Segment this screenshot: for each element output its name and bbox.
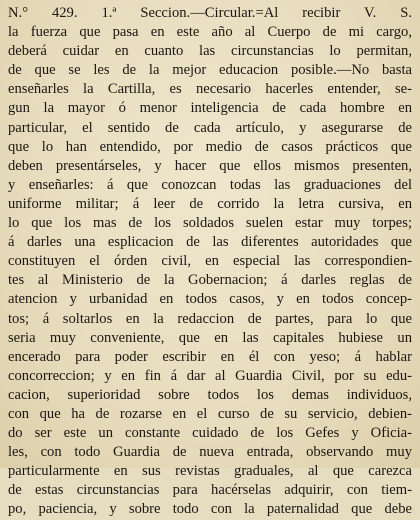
- text-line: particular, el sentido de cada artículo, y asegurarse de: [8, 119, 412, 136]
- text-line: deberá cuidar en cuanto las circunstancias lo permitan,: [8, 43, 412, 60]
- text-line: y enseñarles: á que conozcan todas las graduaciones del: [8, 176, 412, 193]
- text-line: cacion, superioridad sobre todos los demas individuos,: [8, 386, 412, 403]
- text-line: po, paciencia, y sobre todo con la paternalidad que debe: [8, 501, 412, 518]
- text-line: uniforme militar; á leer de corrido la letra cursiva, en: [8, 195, 412, 212]
- text-line: la fuerza que pasa en este año al Cuerpo de mi cargo,: [8, 24, 412, 41]
- text-line: do ser este un constante cuidado de los Gefes y Oficia-: [8, 425, 412, 442]
- text-line: con que ha de rozarse en el curso de su servicio, debien-: [8, 405, 412, 422]
- text-line: particularmente en sus revistas graduales, al que carezca: [8, 463, 412, 480]
- circular-text: [8, 4, 412, 520]
- text-line: tes al Ministerio de la Gobernacion; á darles reglas de: [8, 272, 412, 289]
- text-line: seria muy conveniente, que en las capitales hubiese un: [8, 329, 412, 346]
- text-line: deben presentárseles, y hacer que ellos mismos presenten,: [8, 157, 412, 174]
- text-line: gun la mayor ó menor inteligencia de cada hombre en: [8, 100, 412, 117]
- text-line: encerado para poder escribir en él con yeso; á hablar: [8, 348, 412, 365]
- text-line: enseñarles la Cartilla, es necesario hacerles entender, se-: [8, 81, 412, 98]
- text-line: constituyen el órden civil, en especial las correspondien-: [8, 253, 412, 270]
- text-line: tos; á soltarlos en la redaccion de partes, para lo que: [8, 310, 412, 327]
- text-line: N.° 429. 1.ª Seccion.—Circular.=Al recibir V. S.: [8, 5, 412, 21]
- text-line: concorreccion; y en fin á dar al Guardia Civil, por su edu-: [8, 367, 412, 384]
- text-line: que lo han entendido, por medio de casos prácticos que: [8, 138, 412, 155]
- text-line: atencion y urbanidad en todos casos, y en todos concep-: [8, 291, 412, 308]
- text-line: de estas circunstancias para hacérselas adquirir, con tiem-: [8, 482, 412, 499]
- text-line: de que se les de la mejor educacion posible.—No basta: [8, 62, 412, 79]
- text-line: les, con todo Guardia de nueva entrada, observando muy: [8, 444, 412, 461]
- text-line: á darles una esplicacion de las diferentes autoridades que: [8, 234, 412, 251]
- text-line: lo que los mas de los soldados suelen estar muy torpes;: [8, 215, 412, 232]
